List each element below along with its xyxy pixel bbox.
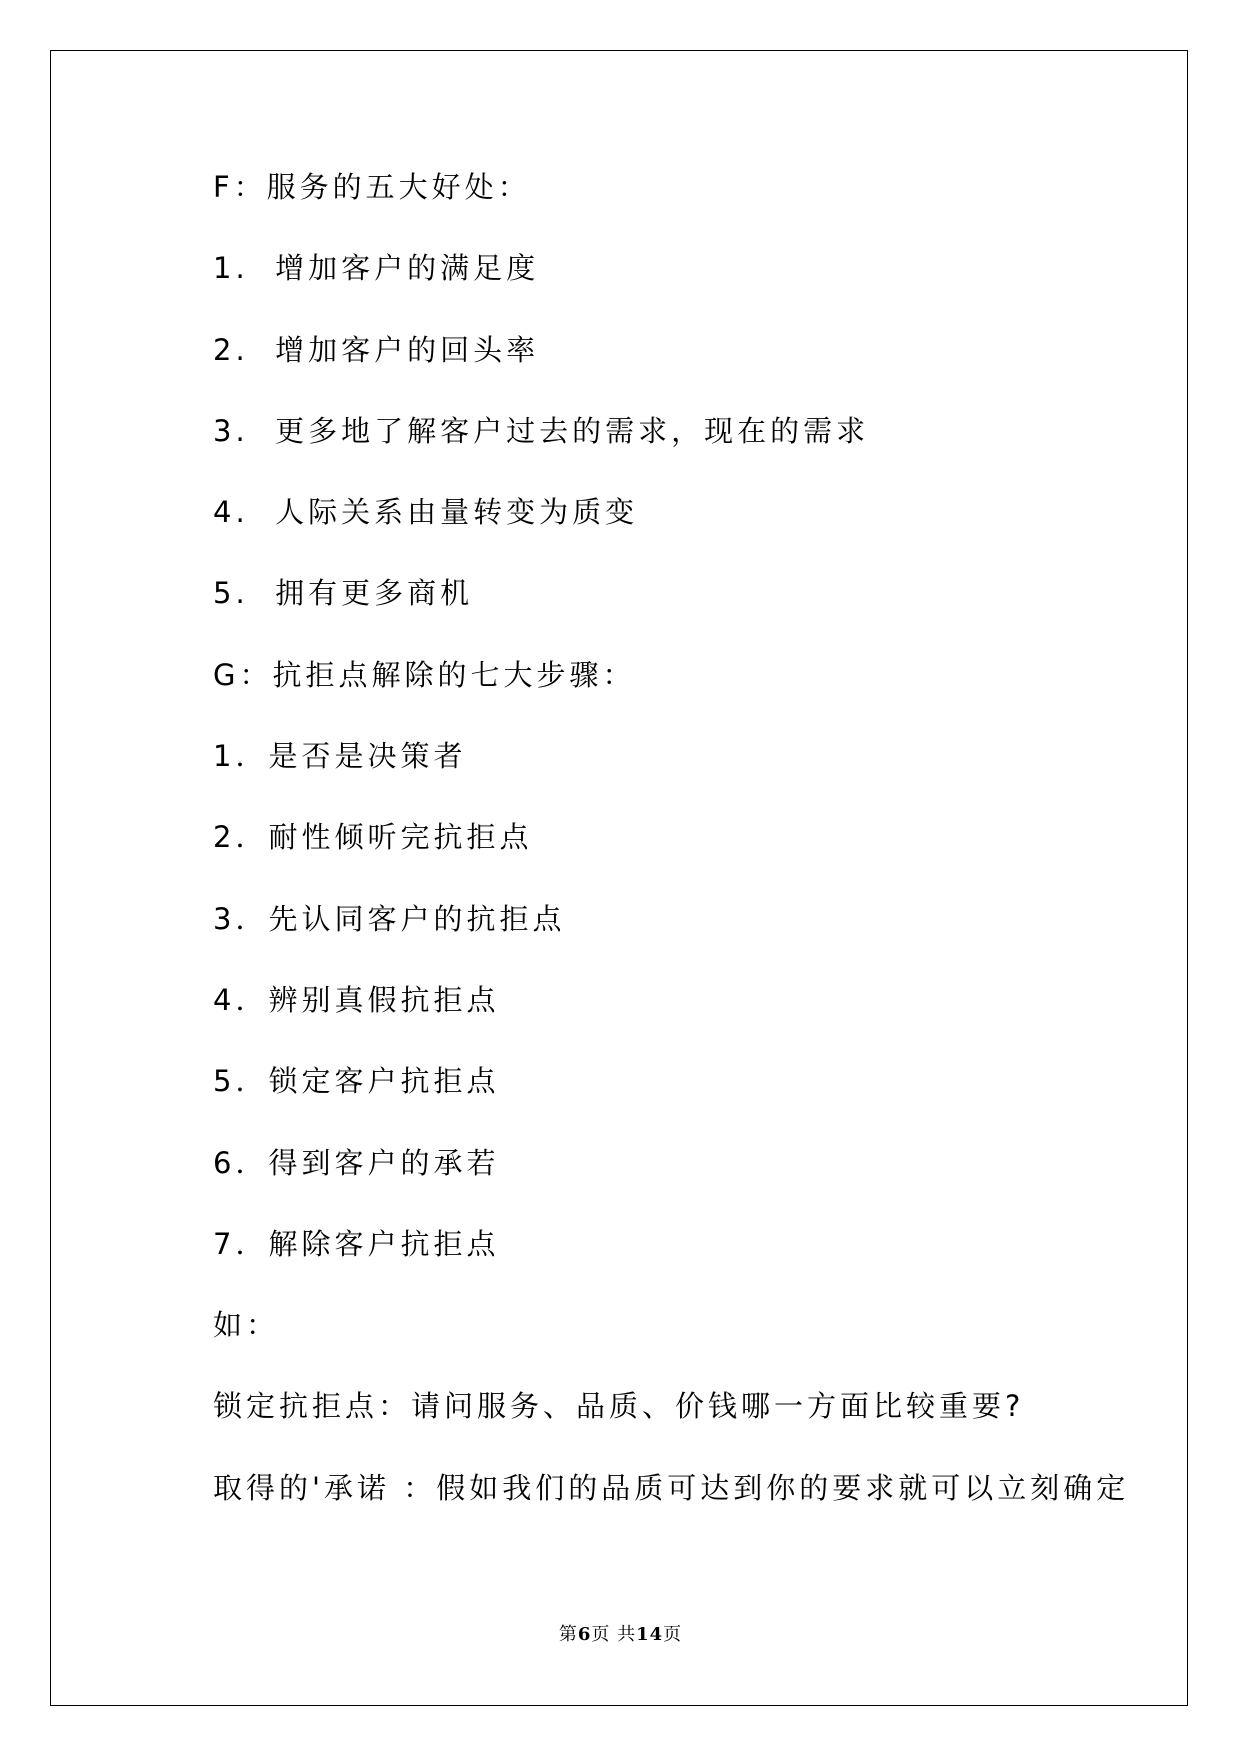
footer-mid: 页 共: [591, 1624, 637, 1645]
page-footer: [0, 1620, 1241, 1646]
list-item: 2．耐性倾听完抗拒点: [213, 820, 533, 855]
document-body: [213, 167, 1133, 1549]
list-item: 2. 增加客户的回头率: [213, 332, 540, 367]
page-number: 6: [577, 1624, 592, 1645]
section-heading-g: G：抗拒点解除的七大步骤：: [213, 657, 636, 692]
footer-prefix: 第: [558, 1624, 578, 1645]
paragraph: 锁定抗拒点：请问服务、品质、价钱哪一方面比较重要?: [213, 1389, 1025, 1424]
list-item: 5．锁定客户抗拒点: [213, 1064, 500, 1099]
section-heading-f: F：服务的五大好处：: [213, 170, 531, 204]
list-item: 4．辨别真假抗拒点: [213, 982, 500, 1017]
list-item: 6．得到客户的承若: [213, 1145, 500, 1180]
list-item: 7．解除客户抗拒点: [213, 1226, 500, 1261]
paragraph: 取得的'承诺 ：假如我们的品质可达到你的要求就可以立刻确定: [213, 1470, 1130, 1505]
page-total: 14: [636, 1624, 664, 1645]
list-item: 5. 拥有更多商机: [213, 576, 474, 611]
list-item: 4. 人际关系由量转变为质变: [213, 495, 639, 530]
list-item: 1．是否是决策者: [213, 739, 467, 774]
list-item: 3．先认同客户的抗拒点: [213, 901, 566, 936]
list-item: 3. 更多地了解客户过去的需求，现在的需求: [213, 413, 870, 448]
footer-suffix: 页: [663, 1624, 683, 1645]
example-label: 如：: [213, 1308, 280, 1343]
list-item: 1. 增加客户的满足度: [213, 251, 540, 286]
